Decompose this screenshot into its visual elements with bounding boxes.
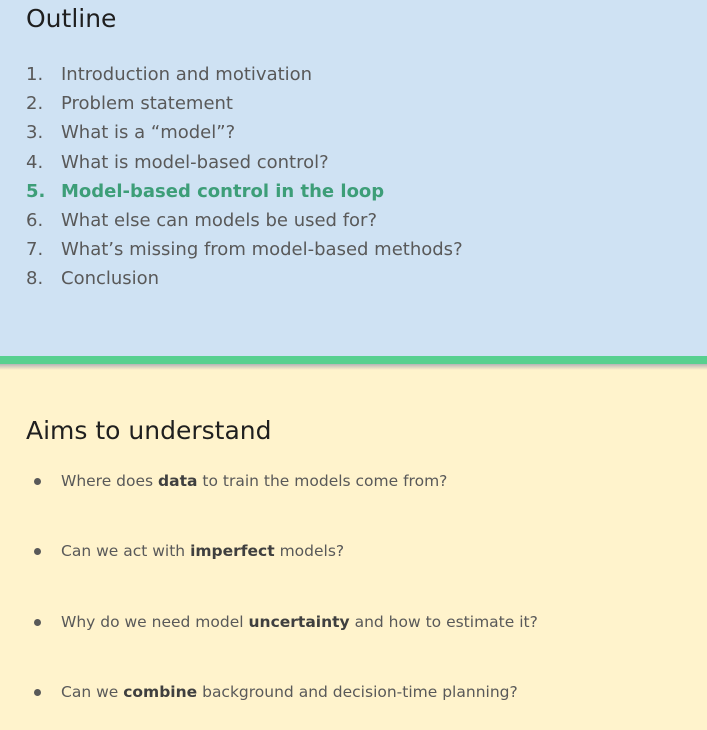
aims-item-keyword: imperfect	[190, 542, 275, 560]
divider-shadow	[0, 364, 707, 370]
outline-item	[26, 60, 463, 89]
aims-item-text-after: models?	[274, 542, 345, 560]
outline-item-label: What is model-based control?	[61, 151, 329, 173]
bullet-icon	[34, 548, 41, 555]
outline-item-label: Introduction and motivation	[61, 64, 313, 85]
outline-item-label: Conclusion	[61, 268, 160, 290]
aims-item-text-before: Can we	[61, 683, 124, 701]
aims-item-text	[61, 683, 518, 701]
outline-item-current	[26, 177, 463, 206]
aims-item-text-after: to train the models come from?	[197, 472, 448, 490]
outline-item	[26, 118, 463, 147]
outline-item-number: 3.	[26, 122, 44, 144]
outline-item-number: 7.	[26, 239, 44, 261]
aims-item-text	[61, 613, 538, 631]
outline-item-number: 1.	[26, 64, 44, 85]
aims-item-text-before: Why do we need model	[61, 613, 249, 631]
outline-item	[26, 89, 463, 118]
aims-item-text	[61, 542, 344, 560]
outline-item-label: What is a “model”?	[61, 122, 236, 144]
bullet-icon	[34, 478, 41, 485]
bullet-icon	[34, 619, 41, 626]
outline-list	[26, 60, 463, 294]
aims-title: Aims to understand	[26, 416, 272, 445]
outline-item-number: 6.	[26, 209, 44, 231]
outline-item	[26, 148, 463, 177]
outline-item-label: Problem statement	[61, 93, 233, 115]
section-divider	[0, 356, 707, 364]
outline-item	[26, 206, 463, 235]
outline-item-number: 2.	[26, 93, 44, 115]
outline-item-label: What’s missing from model-based methods?	[61, 239, 463, 261]
aims-item-keyword: combine	[123, 683, 198, 701]
outline-title: Outline	[26, 4, 117, 33]
aims-item-text-before: Can we act with	[61, 542, 191, 560]
outline-item	[26, 264, 463, 293]
outline-item-number: 5.	[26, 180, 46, 202]
aims-item-text	[61, 472, 447, 490]
bullet-icon	[34, 689, 41, 696]
outline-item-number: 4.	[26, 151, 44, 173]
outline-item-number: 8.	[26, 268, 44, 290]
outline-item	[26, 235, 463, 264]
aims-item-text-before: Where does	[61, 472, 159, 490]
outline-panel	[0, 0, 707, 356]
outline-item-label: What else can models be used for?	[61, 209, 378, 231]
aims-item-keyword: uncertainty	[248, 613, 350, 631]
aims-item-text-after: background and decision-time planning?	[197, 683, 518, 701]
outline-item-label: Model-based control in the loop	[61, 180, 385, 202]
aims-item-keyword: data	[158, 472, 198, 490]
aims-item-text-after: and how to estimate it?	[349, 613, 538, 631]
